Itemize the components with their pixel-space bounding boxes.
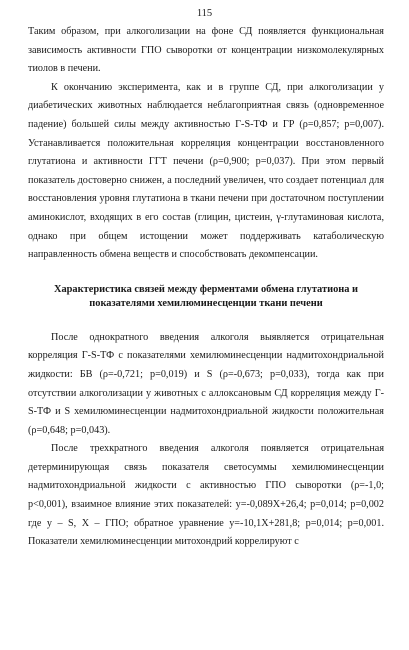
section-heading: Характеристика связей между ферментами обмена глутатиона и показателями хемилюминесценции ткани печени bbox=[53, 283, 359, 309]
page-number: 115 bbox=[196, 8, 213, 19]
paragraph-conclusion: Таким образом, при алкоголизации на фоне СД появляется функциональная зависимость активности ГПО сыворотки от концентрации низкомолекулярных тиолов в печени. bbox=[28, 26, 384, 75]
body-text bbox=[28, 23, 384, 552]
paragraph-single-dose: После однократного введения алкоголя выявляется отрицательная корреляция Г-S-ТФ с показателями хемилюминесценции надмитохондриальной жидкости: БВ (ρ=-0,721; p=0,019) и S (ρ=-0,673; p=0,033), тогда как при отсутствии алкоголизации у животных с аллоксановым СД корреляция между Г-S-ТФ и S хемилюминесценции надмитохондриальной жидкости положительная (ρ=0,648; p=0,043). bbox=[28, 331, 384, 436]
paragraph-experiment-end: К окончанию эксперимента, как и в группе СД, при алкоголизации у диабетических животных наблюдается неблагоприятная связь (одновременное падение) большей силы между активностью Г-S-ТФ и ГР (ρ=0,857; p=0,007). Устанавливается положительная корреляция концентрации восстановленного глутатиона и активности ГГТ печени (ρ=0,900; p=0,037). При этом первый показатель достоверно снижен, а последний увеличен, что создает потенциал для восстановления уровня глутатиона в ткани печени при достаточном поступлении аминокислот, входящих в его состав (глицин, цистеин, γ-глутаминовая кислота, однако при общем истощении может поддерживать катаболическую направленность обмена веществ и способствовать декомпенсации. bbox=[28, 81, 384, 261]
paragraph-triple-dose: После трехкратного введения алкоголя появляется отрицательная детерминирующая связь показателя светосуммы хемилюминесценции надмитохондриальной жидкости с активностью ГПО сыворотки (ρ=-1,0; p<0,001), взаимное влияние этих показателей: y=-0,089X+26,4; p=0,014; p=0,002 где y – S, X – ГПО; обратное уравнение y=-10,1X+281,8; p=0,014; p=0,001. Показатели хемилюминесценции митохондрий коррелируют с bbox=[28, 443, 384, 548]
